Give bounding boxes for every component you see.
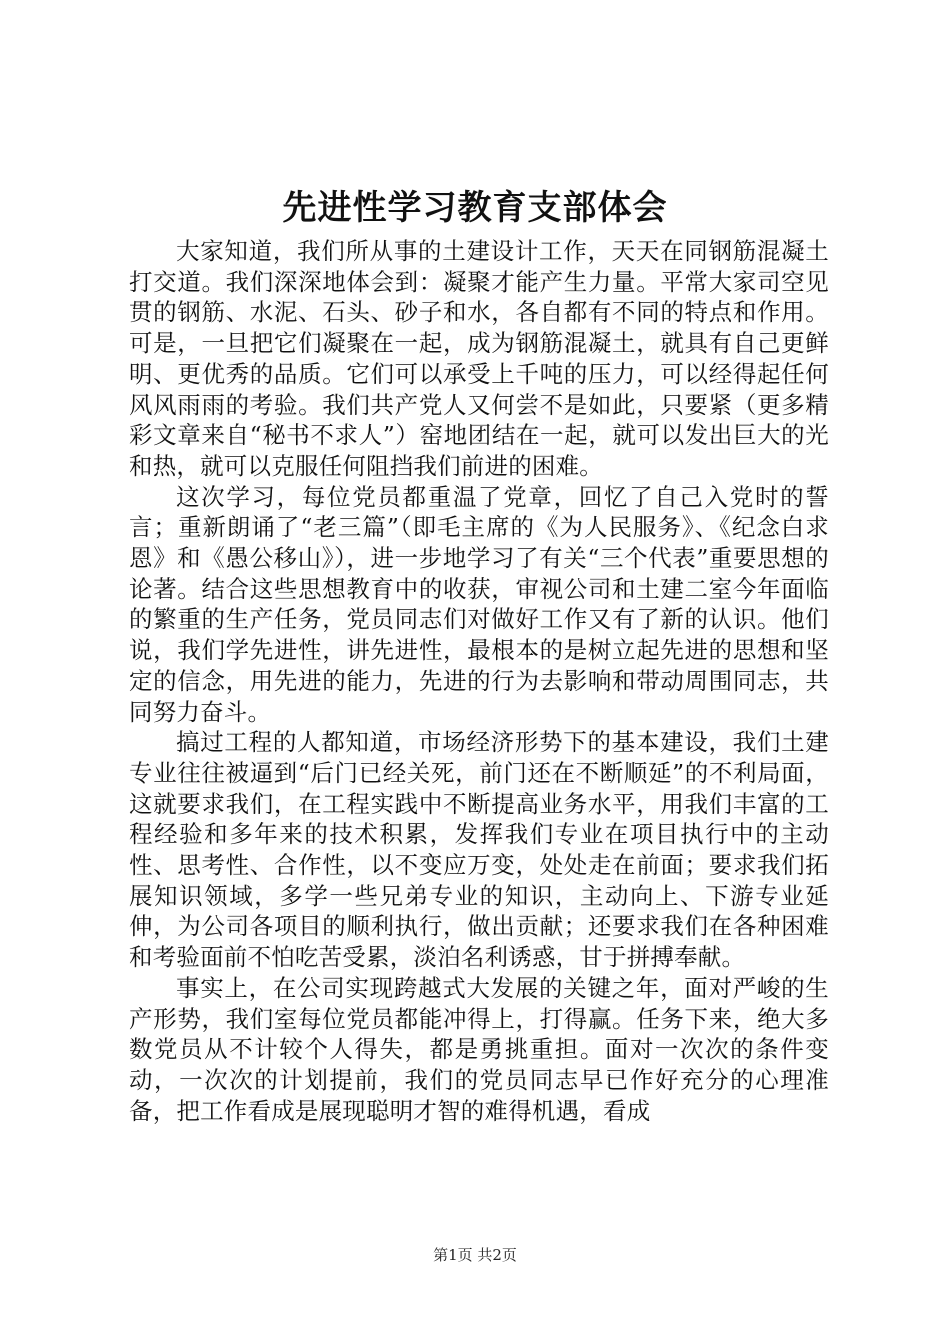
document-body: [129, 236, 829, 1126]
paragraph: 这次学习，每位党员都重温了党章，回忆了自己入党时的誓言；重新朗诵了“老三篇”（即毛主席的《为人民服务》、《纪念白求恩》和《愚公移山》），进一步地学习了有关“三个代表”重要思想的论著。结合这些思想教育中的收获，审视公司和土建二室今年面临的繁重的生产任务，党员同志们对做好工作又有了新的认识。他们说，我们学先进性，讲先进性，最根本的是树立起先进的思想和坚定的信念，用先进的能力，先进的行为去影响和带动周围同志，共同努力奋斗。: [129, 482, 829, 726]
paragraph: 搞过工程的人都知道，市场经济形势下的基本建设，我们土建专业往往被逼到“后门已经关死，前门还在不断顺延”的不利局面，这就要求我们，在工程实践中不断提高业务水平，用我们丰富的工程经验和多年来的技术积累，发挥我们专业在项目执行中的主动性、思考性、合作性，以不变应万变，处处走在前面；要求我们拓展知识领域，多学一些兄弟专业的知识，主动向上、下游专业延伸，为公司各项目的顺利执行，做出贡献；还要求我们在各种困难和考验面前不怕吃苦受累，淡泊名利诱惑，甘于拼搏奉献。: [129, 728, 829, 972]
paragraph: 大家知道，我们所从事的土建设计工作，天天在同钢筋混凝土打交道。我们深深地体会到：凝聚才能产生力量。平常大家司空见贯的钢筋、水泥、石头、砂子和水，各自都有不同的特点和作用。可是，一旦把它们凝聚在一起，成为钢筋混凝土，就具有自己更鲜明、更优秀的品质。它们可以承受上千吨的压力，可以经得起任何风风雨雨的考验。我们共产党人又何尝不是如此，只要紧（更多精彩文章来自“秘书不求人”）窑地团结在一起，就可以发出巨大的光和热，就可以克服任何阻挡我们前进的困难。: [129, 237, 829, 480]
paragraph: 事实上，在公司实现跨越式大发展的关键之年，面对严峻的生产形势，我们室每位党员都能冲得上，打得赢。任务下来，绝大多数党员从不计较个人得失，都是勇挑重担。面对一次次的条件变动，一次次的计划提前，我们的党员同志早已作好充分的心理准备，把工作看成是展现聪明才智的难得机遇，看成: [129, 973, 829, 1125]
document-title: 先进性学习教育支部体会: [282, 188, 668, 228]
page-number-footer: 第1页 共2页: [433, 1246, 517, 1264]
